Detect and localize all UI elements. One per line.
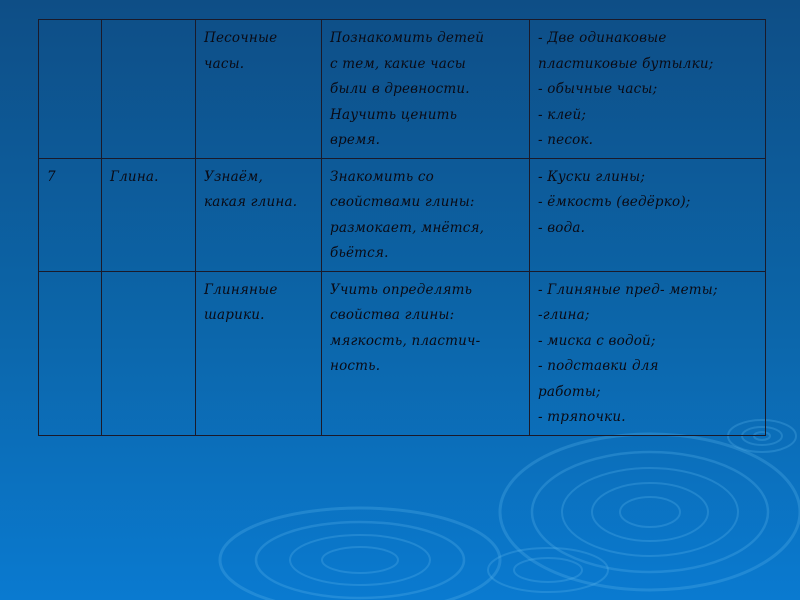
text-line: Глиняные <box>204 281 278 298</box>
cell-activity <box>196 271 322 435</box>
text-line: Узнаём, <box>204 168 263 185</box>
text-line: какая глина. <box>204 194 298 210</box>
text-line: - подставки для <box>538 358 659 374</box>
cell-number <box>39 271 102 435</box>
text-line: - ёмкость (ведёрко); <box>538 194 691 210</box>
text-line: шарики. <box>204 307 265 323</box>
text-line: - миска с водой; <box>538 332 656 349</box>
text-line: работы; <box>538 383 601 400</box>
cell-number <box>39 20 102 159</box>
cell-topic <box>102 271 196 435</box>
text-line: бьётся. <box>330 245 389 261</box>
text-line: время. <box>330 132 381 148</box>
text-line: Познакомить детей <box>330 30 485 46</box>
text-line: - клей; <box>538 106 587 123</box>
cell-topic: Глина. <box>102 158 196 271</box>
table-row <box>39 20 766 159</box>
text-line: Учить определять <box>330 281 473 298</box>
text-line: Знакомить со <box>330 168 434 185</box>
text-line: - вода. <box>538 219 586 236</box>
lesson-plan-table <box>38 19 766 436</box>
text-line: пластиковые бутылки; <box>538 55 714 72</box>
text-line: были в древности. <box>330 81 470 97</box>
text-line: - тряпочки. <box>538 409 626 425</box>
text-line: - Глиняные пред- меты; <box>538 281 718 298</box>
cell-activity <box>196 20 322 159</box>
text-line: свойствами глины: <box>330 194 475 210</box>
cell-topic <box>102 20 196 159</box>
cell-goal <box>322 158 530 271</box>
text-line: - Куски глины; <box>538 168 646 185</box>
text-line: - песок. <box>538 132 594 148</box>
cell-number: 7 <box>39 158 102 271</box>
text-line: - Две одинаковые <box>538 30 667 46</box>
cell-materials <box>530 158 766 271</box>
text-line: ность. <box>330 358 381 374</box>
text-line: Научить ценить <box>330 106 458 123</box>
text-line: с тем, какие часы <box>330 55 466 72</box>
cell-activity <box>196 158 322 271</box>
text-line: размокает, мнётся, <box>330 219 485 236</box>
cell-materials <box>530 271 766 435</box>
cell-goal <box>322 271 530 435</box>
text-line: Песочные <box>204 30 278 46</box>
table-row <box>39 271 766 435</box>
cell-goal <box>322 20 530 159</box>
table-row <box>39 158 766 271</box>
text-line: - обычные часы; <box>538 81 658 97</box>
text-line: свойства глины: <box>330 307 455 323</box>
text-line: -глина; <box>538 307 590 323</box>
cell-materials <box>530 20 766 159</box>
text-line: мягкость, пластич- <box>330 332 481 349</box>
text-line: часы. <box>204 55 245 72</box>
